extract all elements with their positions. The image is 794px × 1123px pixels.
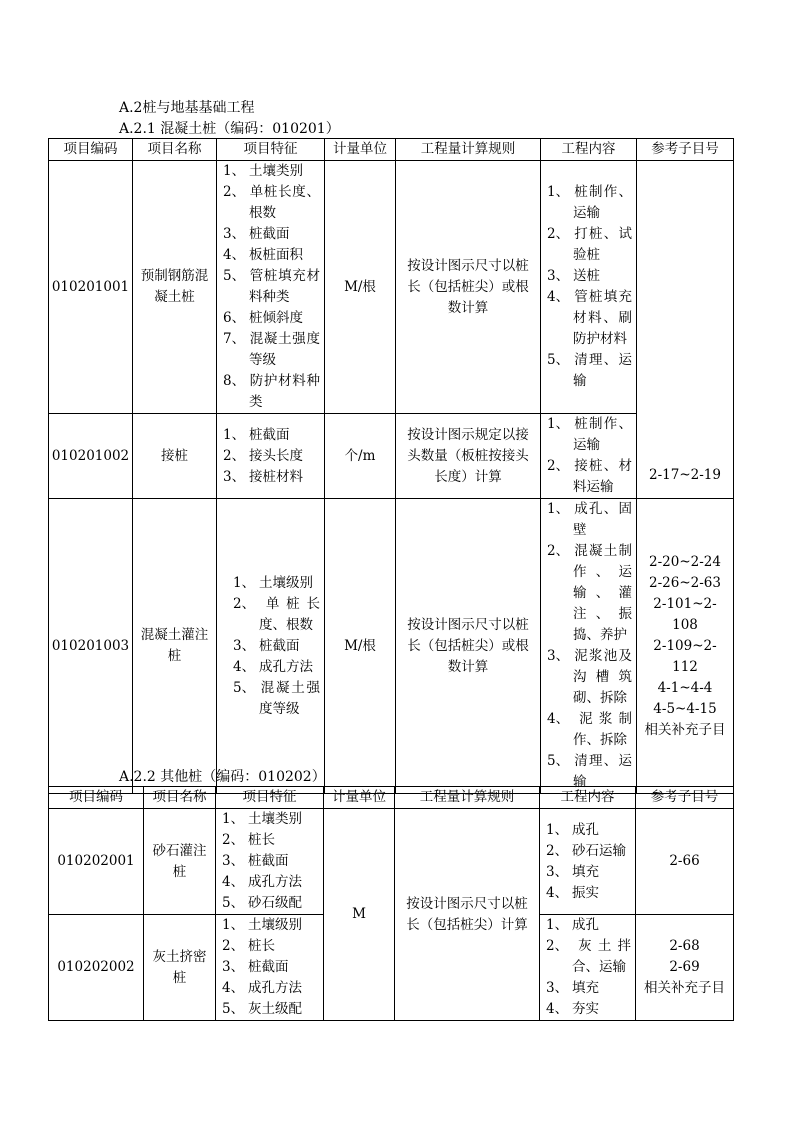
ref-line: 2-17~2-19	[649, 467, 721, 483]
table-header-row	[49, 139, 734, 161]
list-item: 3、 填充	[546, 863, 599, 880]
list-item: 7、 混凝土强度等级	[223, 331, 320, 368]
list-item: 5、 管桩填充材料种类	[223, 268, 320, 305]
header-features: 项目特征	[216, 787, 324, 809]
item-rule: 按设计图示尺寸以桩长（包括桩尖）或根数计算	[407, 616, 529, 675]
item-code: 010201003	[49, 499, 133, 794]
pile-table-other	[48, 786, 734, 1021]
list-item: 3、 桩截面	[222, 853, 289, 869]
header-unit: 计量单位	[324, 787, 395, 809]
list-item: 2、 接头长度	[223, 447, 303, 464]
header-name: 项目名称	[133, 139, 217, 161]
list-item: 1、 成孔	[546, 917, 599, 933]
item-content	[540, 820, 635, 904]
item-content	[541, 499, 636, 793]
table-row	[49, 809, 734, 915]
list-item: 2、 单桩长度、根数	[223, 184, 320, 221]
table2-subtitle: A.2.2 其他桩（编码：010202）	[119, 769, 326, 785]
list-item: 5、 砂石级配	[222, 895, 302, 911]
list-item: 5、 混凝土强度等级	[233, 679, 320, 717]
ref-line: 2-20~2-24	[649, 553, 721, 570]
list-item: 4、 振实	[546, 884, 599, 901]
table-row	[49, 499, 734, 794]
header-ref: 参考子目号	[637, 139, 734, 161]
list-item: 1、 土壤类别	[223, 163, 303, 179]
item-rule: 按设计图示规定以接头数量（板桩按接头长度）计算	[407, 426, 529, 485]
header-content: 工程内容	[541, 139, 637, 161]
list-item: 1、 成孔、固壁	[547, 501, 632, 538]
item-ref	[636, 851, 733, 872]
item-name: 混凝土灌注桩	[140, 627, 209, 664]
table1-subtitle: A.2.1 混凝土桩（编码：010201）	[119, 121, 340, 137]
list-item: 2、 桩长	[222, 938, 275, 954]
header-content: 工程内容	[540, 787, 636, 809]
list-item: 4、 成孔方法	[222, 980, 302, 996]
list-item: 3、 泥浆池及沟槽筑砌、拆除	[547, 648, 632, 706]
table-row	[49, 161, 734, 414]
list-item: 6、 桩倾斜度	[223, 310, 303, 326]
list-item: 3、 桩截面	[233, 637, 300, 654]
pile-table-concrete	[48, 138, 734, 794]
list-item: 1、 土壤级别	[222, 917, 302, 933]
list-item: 2、 接桩、材料运输	[547, 458, 632, 495]
item-content	[541, 414, 636, 498]
item-unit: M	[324, 809, 395, 1021]
list-item: 2、 砂石运输	[546, 842, 626, 859]
item-features	[216, 809, 323, 914]
list-item: 1、 桩截面	[223, 426, 290, 443]
item-name: 预制钢筋混凝土桩	[140, 268, 209, 305]
item-content	[540, 915, 635, 1020]
item-ref	[637, 465, 733, 486]
header-features: 项目特征	[217, 139, 325, 161]
ref-line: 2-68	[669, 938, 700, 954]
item-name: 砂石灌注桩	[152, 842, 207, 880]
item-ref	[636, 936, 733, 999]
list-item: 1、 桩制作、运输	[547, 416, 632, 453]
ref-line: 相关补充子目	[644, 721, 726, 738]
list-item: 4、 泥浆制作、拆除	[547, 711, 632, 748]
list-item: 4、 夯实	[546, 1001, 599, 1017]
list-item: 3、 桩截面	[222, 959, 289, 975]
list-item: 8、 防护材料种类	[223, 373, 320, 410]
item-name: 接桩	[161, 447, 188, 464]
item-features	[217, 573, 324, 720]
item-rule: 按设计图示尺寸以桩长（包括桩尖）计算	[406, 895, 528, 933]
list-item: 2、 单桩长度、根数	[233, 595, 320, 633]
ref-line: 4-1~4-4	[657, 679, 713, 696]
item-ref	[637, 552, 733, 741]
header-name: 项目名称	[144, 787, 216, 809]
list-item: 1、 成孔	[546, 821, 599, 838]
ref-line: 2-101~2-108	[653, 595, 717, 633]
list-item: 4、 成孔方法	[222, 874, 302, 890]
header-rule: 工程量计算规则	[396, 139, 541, 161]
list-item: 2、 桩长	[222, 832, 275, 848]
list-item: 4、 管桩填充材料、刷防护材料	[547, 289, 632, 347]
ref-line: 2-109~2-112	[653, 637, 717, 675]
ref-line: 2-26~2-63	[649, 574, 721, 591]
item-content	[541, 182, 636, 392]
item-unit: M/根	[325, 161, 396, 414]
list-item: 5、 灰土级配	[222, 1001, 302, 1017]
table-row	[49, 414, 734, 499]
list-item: 3、 填充	[546, 980, 599, 996]
list-item: 2、 灰土拌合、运输	[546, 938, 631, 975]
item-code: 010201001	[49, 161, 133, 414]
list-item: 1、 土壤级别	[233, 574, 313, 591]
list-item: 2、 打桩、试验桩	[547, 226, 632, 263]
header-code: 项目编码	[49, 139, 133, 161]
ref-line: 相关补充子目	[644, 980, 725, 996]
section-title: A.2桩与地基基础工程	[119, 100, 255, 116]
list-item: 5、 清理、运输	[547, 352, 632, 389]
item-unit: 个/m	[325, 414, 396, 499]
list-item: 1、 桩制作、运输	[547, 184, 632, 221]
table-header-row	[49, 787, 734, 809]
ref-line: 4-5~4-15	[653, 700, 717, 717]
header-ref: 参考子目号	[636, 787, 734, 809]
list-item: 4、 板桩面积	[223, 247, 303, 263]
header-rule: 工程量计算规则	[395, 787, 540, 809]
list-item: 3、 桩截面	[223, 226, 290, 242]
item-code: 010202002	[49, 915, 144, 1021]
list-item: 4、 成孔方法	[233, 658, 313, 675]
list-item: 5、 清理、运输	[547, 753, 632, 790]
header-code: 项目编码	[49, 787, 144, 809]
list-item: 2、 混凝土制作、运输、灌注、振捣、养护	[547, 543, 632, 643]
item-code: 010202001	[49, 809, 144, 915]
item-code: 010201002	[49, 414, 133, 499]
header-unit: 计量单位	[325, 139, 396, 161]
list-item: 1、 土壤类别	[222, 811, 302, 827]
list-item: 3、 接桩材料	[223, 468, 303, 485]
item-unit: M/根	[325, 499, 396, 794]
item-name: 灰土挤密桩	[152, 948, 207, 986]
ref-line: 2-69	[669, 959, 700, 975]
item-features	[217, 161, 324, 413]
list-item: 3、 送桩	[547, 268, 600, 284]
item-features	[216, 915, 323, 1020]
item-rule: 按设计图示尺寸以桩长（包括桩尖）或根数计算	[407, 257, 529, 316]
ref-line: 2-66	[669, 853, 700, 869]
item-features	[217, 425, 324, 488]
